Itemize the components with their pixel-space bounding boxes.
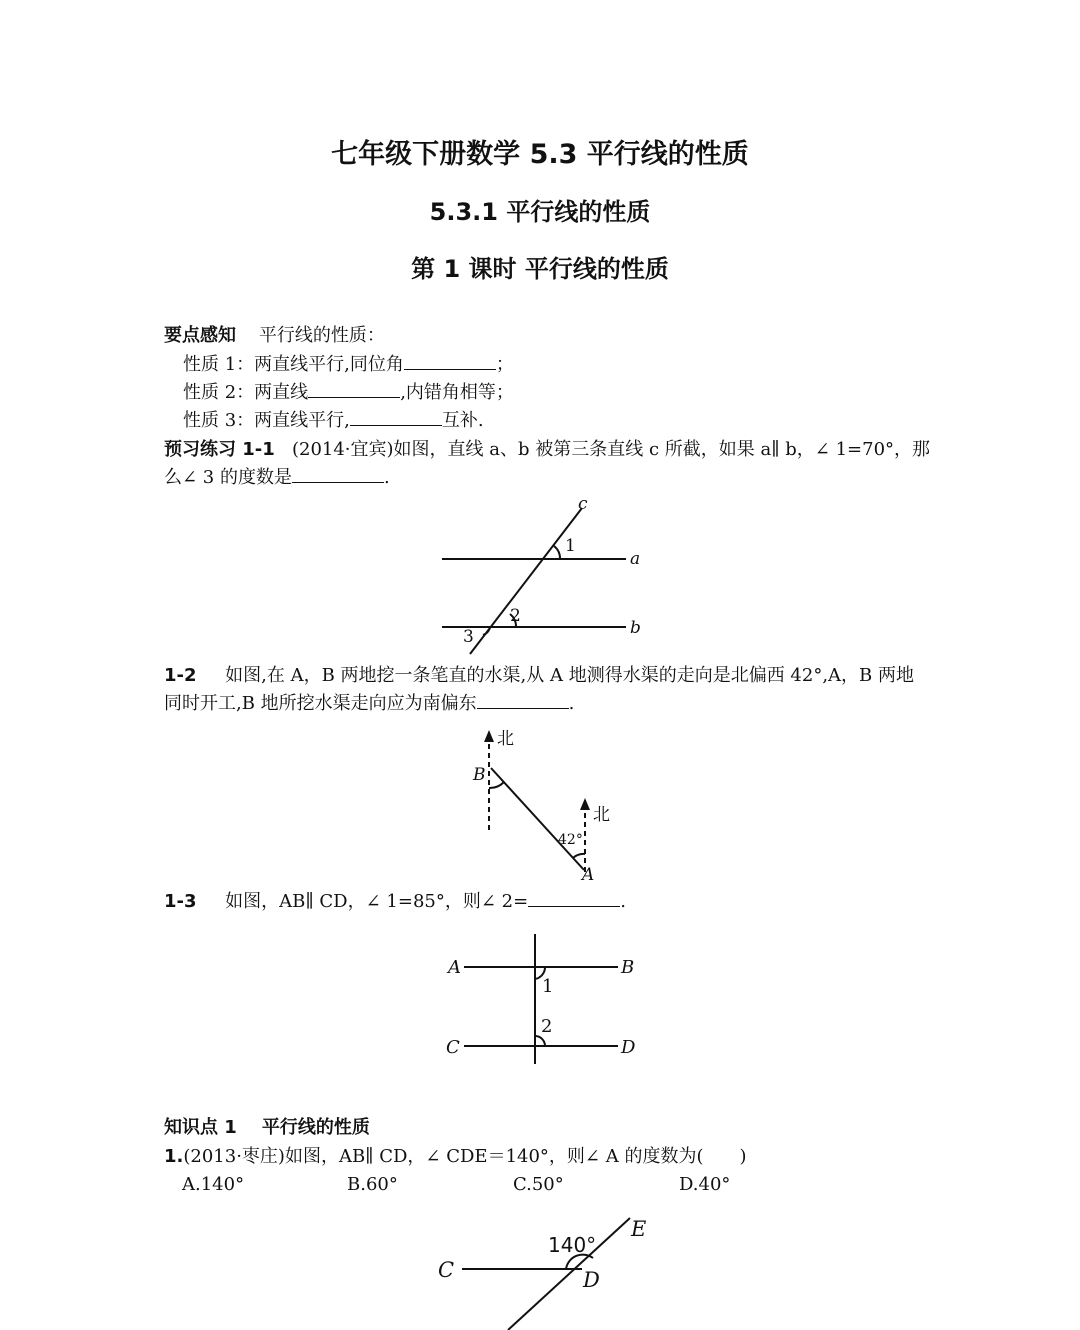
property-1-text: 性质 1：两直线平行,同位角	[183, 354, 404, 375]
figure-angle-cde	[430, 1210, 670, 1330]
answer-blank	[308, 381, 400, 398]
page-title: 七年级下册数学 5.3 平行线的性质	[331, 139, 749, 170]
question-1-2-label: 1-2	[164, 665, 197, 686]
question-1-3-label: 1-3	[164, 891, 197, 912]
property-3-end: 互补.	[441, 410, 484, 431]
property-2-text: 性质 2：两直线	[183, 382, 309, 403]
question-1-1-label: 预习练习 1-1	[164, 439, 275, 460]
north-label-a: 北	[593, 805, 610, 825]
question-1-1-text2: 么∠ 3 的度数是	[164, 467, 292, 488]
question-1-1-line2	[164, 466, 390, 490]
question-1-1-line1	[164, 438, 930, 462]
angle-3-label: 3	[463, 627, 474, 647]
point-a-label: A	[582, 865, 595, 885]
figure-parallel-ab-cd	[440, 928, 650, 1068]
angle-2-label: 2	[510, 606, 521, 626]
angle-42-label: 42°	[558, 832, 583, 848]
answer-blank	[292, 466, 384, 483]
question-1-2-text: 如图,在 A，B 两地挖一条笔直的水渠,从 A 地测得水渠的走向是北偏西 42°,A，B 两地	[225, 665, 914, 686]
option-b: B.60°	[347, 1174, 398, 1195]
point-b-label: B	[473, 765, 486, 785]
property-3	[183, 409, 484, 433]
question-1-2-line1	[164, 664, 914, 688]
label-c: c	[578, 494, 588, 514]
answer-blank	[350, 409, 442, 426]
point-c-label: C	[438, 1258, 455, 1282]
key-points-heading	[164, 324, 385, 348]
option-c: C.50°	[513, 1174, 564, 1195]
point-a-label: A	[448, 957, 461, 978]
question-1-3-end: .	[620, 891, 626, 912]
question-1-1-end: .	[383, 467, 390, 488]
knowledge-point-title: 平行线的性质	[261, 1117, 370, 1138]
property-3-text: 性质 3：两直线平行,	[183, 410, 350, 431]
question-1-3-text: 如图，AB∥ CD，∠ 1=85°，则∠ 2=	[225, 891, 529, 912]
angle-2-label: 2	[541, 1016, 553, 1037]
label-a: a	[630, 549, 641, 569]
question-1-2-end: .	[568, 693, 575, 714]
figure-parallel-lines-transversal	[430, 492, 660, 662]
question-1-text: (2013·枣庄)如图，AB∥ CD，∠ CDE＝140°，则∠ A 的度数为( )	[183, 1146, 747, 1167]
property-2-end: ,内错角相等；	[400, 382, 514, 403]
knowledge-point-heading	[164, 1116, 370, 1140]
answer-blank	[404, 353, 496, 370]
question-1-3	[164, 890, 626, 914]
figure-canal-direction	[460, 724, 620, 886]
angle-140-label: 140°	[548, 1233, 597, 1257]
point-b-label: B	[621, 957, 635, 978]
question-1-2-line2	[164, 692, 574, 716]
point-d-label: D	[621, 1037, 636, 1058]
lesson-title: 第 1 课时 平行线的性质	[411, 255, 669, 283]
question-1-2-text2: 同时开工,B 地所挖水渠走向应为南偏东	[164, 693, 477, 714]
property-2	[183, 381, 514, 405]
option-d: D.40°	[679, 1174, 731, 1195]
key-points-label: 要点感知	[164, 325, 236, 346]
option-a: A.140°	[182, 1174, 245, 1195]
key-points-intro: 平行线的性质：	[258, 325, 385, 346]
property-1-end: ；	[495, 354, 514, 375]
question-1-1-text: (2014·宜宾)如图，直线 a、b 被第三条直线 c 所截，如果 a∥ b，∠ 1=70°，那	[291, 439, 931, 460]
knowledge-point-label: 知识点 1	[164, 1117, 237, 1138]
north-label-b: 北	[497, 729, 514, 749]
point-e-label: E	[631, 1217, 647, 1241]
property-1	[183, 353, 514, 377]
label-b: b	[630, 618, 641, 638]
point-d-label: D	[583, 1268, 600, 1292]
point-c-label: C	[446, 1037, 460, 1058]
angle-1-label: 1	[565, 536, 576, 556]
question-1	[164, 1145, 747, 1169]
section-title: 5.3.1 平行线的性质	[429, 198, 651, 226]
angle-1-label: 1	[542, 976, 554, 997]
question-1-number: 1.	[164, 1146, 184, 1167]
answer-blank	[528, 890, 620, 907]
answer-blank	[477, 692, 569, 709]
